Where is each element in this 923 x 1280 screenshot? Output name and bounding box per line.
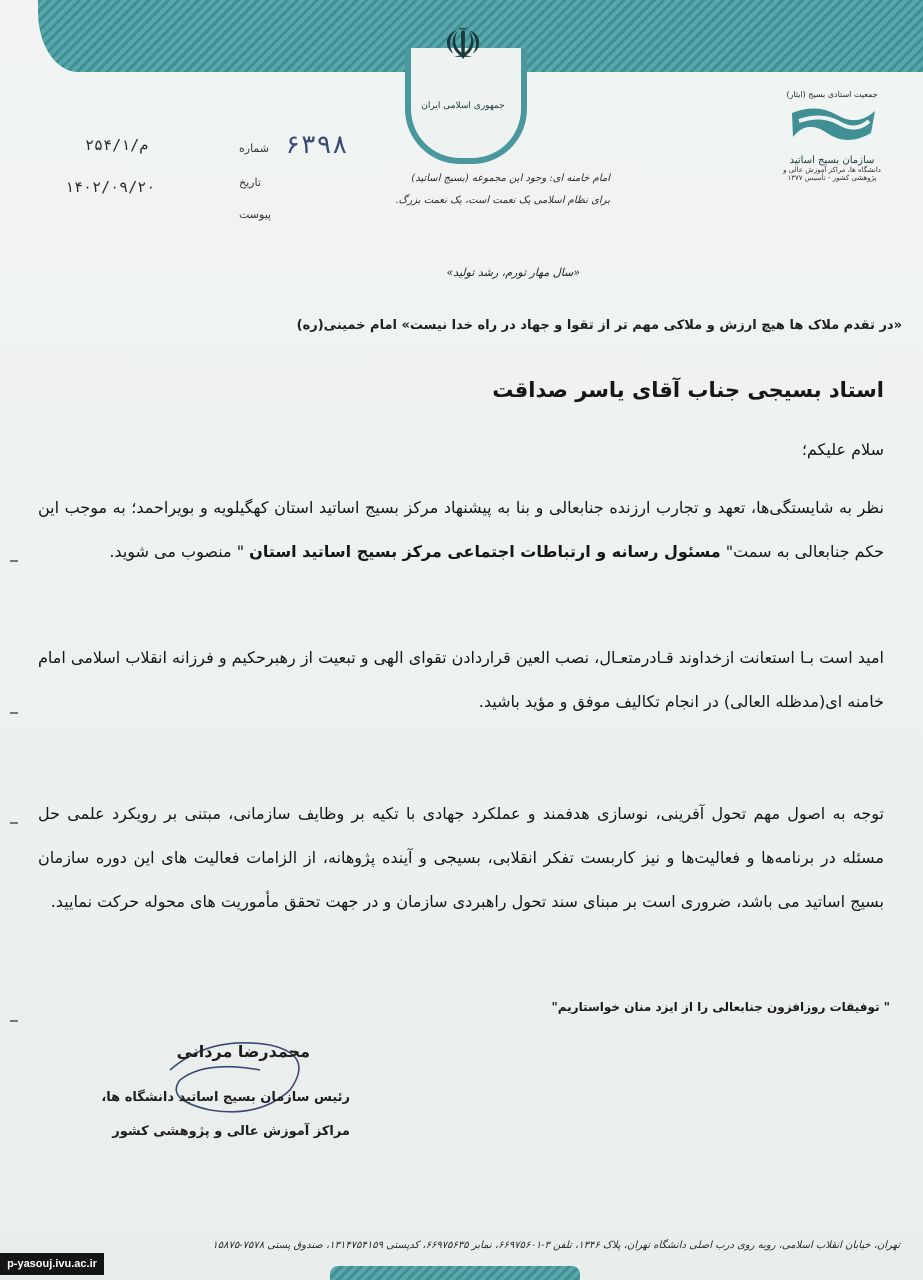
- footer-address: تهران، خیابان انقلاب اسلامی، روبه روی درب اصلی دانشگاه تهران، پلاک ۱۳۴۶، تلفن ۳-۶۶۹۷۵۶۰۱، نمابر ۶۶۹۷۵۶۳۵، کدپستی ۱۳۱۴۷۵۴۱۵۹، صندوق پستی ۷۵۷۸-۱۵۸۷۵: [212, 1240, 900, 1251]
- paragraph-wishes: امید است بـا استعانت ازخداوند قـادرمتعـال، نصب العین قراردادن تقوای الهی و تبعیت از رهبرحکیم و فرزانه انقلاب اسلامی امام خامنه ای(مدظله العالی) در انجام تکالیف موفق و مؤید باشید.: [38, 648, 884, 711]
- stamp-number: ۶۳۹۸: [285, 130, 348, 160]
- logo-name: سازمان بسیج اساتید: [789, 155, 875, 166]
- logo-wave-icon: [787, 103, 877, 151]
- signer-block: [90, 1042, 350, 1149]
- emblem-caption: جمهوری اسلامی ایران: [421, 101, 505, 111]
- paragraph-appointment: [38, 486, 884, 574]
- margin-tick: [10, 1020, 18, 1022]
- paragraph-appointment-end: " منصوب می شوید.: [109, 542, 245, 561]
- attachment-label: پیوست: [239, 208, 272, 221]
- margin-tick: [10, 560, 18, 562]
- appointment-title: مسئول رسانه و ارتباطات اجتماعی مرکز بسیج اساتید استان: [249, 542, 721, 561]
- signer-role: [90, 1081, 350, 1149]
- paragraph-appointment-text: نظر به شایستگی‌ها، تعهد و تجارب ارزنده جنابعالی و بنا به پیشنهاد مرکز بسیج اساتید استان کهگیلویه و بویراحمد؛ به موجب این حکم جنابعالی به سمت": [38, 498, 884, 561]
- margin-tick: [10, 712, 18, 714]
- leader-quote: [380, 168, 610, 212]
- margin-tick: [10, 822, 18, 824]
- number-value: ۲۵۴/۱/م: [85, 136, 149, 154]
- footer-band: [330, 1266, 580, 1280]
- basij-logo: [772, 90, 892, 240]
- year-slogan: «سال مهار تورم، رشد تولید»: [446, 266, 580, 279]
- number-label: شماره: [239, 142, 270, 155]
- signer-name: محمدرضا مردانی: [176, 1042, 310, 1061]
- leader-quote-line1: امام خامنه ای: وجود این مجموعه (بسیج اساتید): [411, 173, 610, 184]
- signer-role-line1: رئیس سازمان بسیج اساتید دانشگاه ها،: [101, 1090, 350, 1105]
- motto-quote: «در تقدم ملاک ها هیچ ارزش و ملاکی مهم تر از تقوا و جهاد در راه خدا نیست» امام خمینی(ره): [296, 318, 902, 333]
- closing-line: " توفیقات روزافزون جنابعالی را از ایزد منان خواستاریم": [551, 1000, 890, 1014]
- emblem-icon: ☫: [443, 19, 483, 70]
- paragraph-guidance: توجه به اصول مهم تحول آفرینی، نوسازی هدفمند و عملکرد جهادی با تکیه بر وظایف سازمانی، مبتنی بر رویکرد علمی حل مسئله در برنامه‌ها و فعالیت‌ها و نیز کاربست تفکر انقلابی، بسیجی و آینده پژوهانه، از الزامات فعالیت های این دوره سازمان بسیج اساتید می باشد، ضروری است بر مبنای سند تحول راهبردی سازمان و در جهت تحقق مأموریت های محوله حرکت نمایید.: [38, 804, 884, 911]
- leader-quote-line2: برای نظام اسلامی یک نعمت است، یک نعمت بزرگ.: [395, 195, 610, 206]
- date-value: ۱۴۰۲/۰۹/۲۰: [65, 178, 156, 196]
- date-label: تاریخ: [239, 176, 261, 189]
- signer-role-line2: مراکز آموزش عالی و پژوهشی کشور: [112, 1124, 350, 1139]
- emblem: [421, 15, 505, 111]
- letter-meta: [55, 128, 385, 228]
- addressee: استاد بسیجی جناب آقای یاسر صداقت: [492, 378, 884, 402]
- logo-caption: جمعیت استادی بسیج (ایثار): [786, 90, 878, 99]
- site-watermark: p-yasouj.ivu.ac.ir: [0, 1253, 104, 1275]
- greeting: سلام علیکم؛: [801, 440, 884, 459]
- logo-sub: دانشگاه ها، مراکز آموزش عالی و پژوهشی کشور - تأسیس ۱۳۷۷: [783, 166, 881, 182]
